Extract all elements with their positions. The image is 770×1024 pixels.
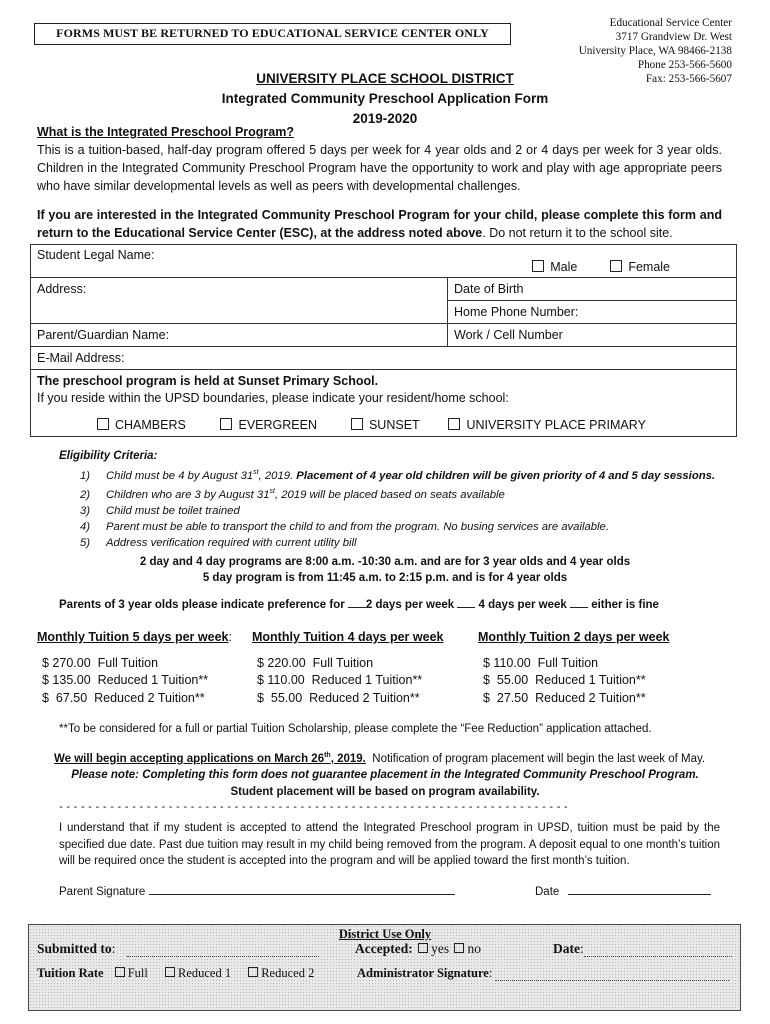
submitted-to-label: Submitted to <box>37 941 112 956</box>
item-text-b: , 2019. <box>258 469 297 482</box>
home-phone-label: Home Phone Number: <box>454 305 579 319</box>
eligibility-item <box>80 484 715 503</box>
accepted-no-checkbox[interactable] <box>454 943 464 953</box>
item-sup: st <box>269 487 275 495</box>
please-note: Please note: Completing this form does not guarantee placement in the Integrated Community Preschool Program. <box>71 769 699 781</box>
admin-signature-label: Administrator Signature <box>357 966 489 980</box>
school-option-sunset[interactable] <box>351 417 445 434</box>
eligibility-list <box>80 465 715 551</box>
item-number: 3) <box>80 504 91 517</box>
esc-fax: Fax: 253-566-5607 <box>645 73 732 85</box>
submitted-to-field[interactable] <box>127 944 319 957</box>
notification-text: Notification of program placement will begin the last week of May. <box>365 752 706 765</box>
acceptance-note <box>54 752 705 765</box>
instruction-part-a: If you are interested in the Integrated Community Preschool Program for your child, please complete this form and return to the Educational Service Center (ESC), at the address noted above <box>37 208 722 240</box>
accepted-yes-label: yes <box>431 941 450 956</box>
schedule-line-1: 2 day and 4 day programs are 8:00 a.m. -10:30 a.m. and are for 3 year olds and 4 year olds <box>139 556 631 568</box>
chambers-label: CHAMBERS <box>115 418 186 432</box>
dob-cell[interactable] <box>448 278 737 301</box>
pref-4day-blank[interactable] <box>457 596 475 608</box>
pref-4day-label: 4 days per week <box>478 599 567 611</box>
item-number: 2) <box>80 488 91 501</box>
accept-date-b: , 2019. <box>330 752 366 765</box>
tuition-5day-full: $ 270.00 Full Tuition <box>42 655 159 670</box>
home-phone-cell[interactable] <box>448 301 737 324</box>
schedule-line-2: 5 day program is from 11:45 a.m. to 2:15 p.m. and is for 4 year olds <box>202 572 568 584</box>
admin-signature-row <box>357 966 729 981</box>
district-date-row <box>553 941 732 957</box>
item-text: Child must be toilet trained <box>106 504 240 517</box>
return-notice: FORMS MUST BE RETURNED TO EDUCATIONAL SERVICE CENTER ONLY <box>34 23 511 45</box>
pref-2day-blank[interactable] <box>348 596 366 608</box>
student-name-label: Student Legal Name: <box>37 248 155 262</box>
submitted-to-colon: : <box>111 941 116 956</box>
tuition-5day-heading: Monthly Tuition 5 days per week <box>37 630 229 644</box>
female-checkbox[interactable] <box>610 260 622 272</box>
tuition-agreement: I understand that if my student is accepted to attend the Integrated Preschool program in UPSD, tuition must be paid by the specified due date. Past due tuition may result in my child being removed from the program. A deposit equal to one month’s tuition will be required once the student is accepted into the program and will be applied toward the first month’s tuition. <box>59 822 720 867</box>
dob-label: Date of Birth <box>454 282 524 296</box>
accept-date-a: We will begin accepting applications on March 26 <box>54 752 325 765</box>
item-text: Children who are 3 by August 31 <box>106 488 270 501</box>
parent-date-label: Date <box>535 886 560 898</box>
sunset-label: SUNSET <box>368 418 420 432</box>
program-heading: What is the Integrated Preschool Program? <box>37 125 294 139</box>
student-name-cell[interactable] <box>31 245 737 278</box>
accepted-row <box>355 941 481 957</box>
item-sup: st <box>253 469 259 476</box>
parent-signature-line[interactable] <box>149 884 455 895</box>
pref-either-label: either is fine <box>591 599 659 611</box>
parent-name-cell[interactable] <box>31 324 448 347</box>
eligibility-item <box>80 503 715 519</box>
parent-name-label: Parent/Guardian Name: <box>37 328 170 342</box>
rate-reduced1-checkbox[interactable] <box>165 967 175 977</box>
item-number: 1) <box>80 469 91 482</box>
parent-date-line[interactable] <box>568 884 711 895</box>
esc-name: Educational Service Center <box>609 17 732 29</box>
tuition-2day-heading: Monthly Tuition 2 days per week <box>478 630 670 644</box>
tuition-5day-reduced1: $ 135.00 Reduced 1 Tuition** <box>42 673 209 687</box>
district-date-colon: : <box>580 941 584 956</box>
email-cell[interactable] <box>31 347 737 370</box>
rate-reduced1-label: Reduced 1 <box>177 966 232 980</box>
parent-signature-row <box>59 884 455 898</box>
upp-checkbox[interactable] <box>448 418 460 430</box>
chambers-checkbox[interactable] <box>97 418 109 430</box>
preference-line <box>59 596 659 611</box>
school-option-evergreen[interactable] <box>220 417 347 434</box>
accepted-yes-checkbox[interactable] <box>418 943 428 953</box>
admin-signature-colon: : <box>488 966 493 980</box>
sunset-checkbox[interactable] <box>351 418 363 430</box>
rate-reduced1-option[interactable] <box>163 966 231 980</box>
eligibility-item <box>80 465 715 484</box>
tuition-4day <box>252 629 443 707</box>
esc-street: 3717 Grandview Dr. West <box>615 31 732 43</box>
tuition-2day <box>478 629 669 707</box>
eligibility-item <box>80 535 715 551</box>
upp-label: UNIVERSITY PLACE PRIMARY <box>466 418 646 432</box>
gender-options <box>532 248 730 274</box>
email-label: E-Mail Address: <box>37 351 125 365</box>
district-use-title: District Use Only <box>338 927 432 941</box>
male-option[interactable] <box>532 260 577 274</box>
tuition-5day-reduced2: $ 67.50 Reduced 2 Tuition** <box>42 690 205 705</box>
school-cell <box>31 370 737 437</box>
rate-reduced2-option[interactable] <box>246 966 314 980</box>
boundary-prompt: If you reside within the UPSD boundaries, please indicate your resident/home school: <box>37 391 509 405</box>
dash-separator: - - - - - - - - - - - - - - - - - - - - - - - - - - - - - - - - - - - - - - - - - - - - - - - - - - - - - - - - - - - - - - - - - - - - - - <box>59 801 568 813</box>
work-phone-label: Work / Cell Number <box>454 328 563 342</box>
tuition-4day-reduced1: $ 110.00 Reduced 1 Tuition** <box>257 673 423 687</box>
placement-note: Student placement will be based on program availability. <box>230 786 540 798</box>
evergreen-checkbox[interactable] <box>220 418 232 430</box>
program-description: This is a tuition-based, half-day program offered 5 days per week for 4 year olds and 2 or 4 days per week for 3 year olds. Children in the Integrated Community Preschool Program have the opportunity to work and play with age appropriate peers who have similar developmental levels as well as peers with developmental challenges. <box>37 143 722 193</box>
school-option-chambers[interactable] <box>97 417 217 434</box>
tuition-4day-reduced2: $ 55.00 Reduced 2 Tuition** <box>257 690 420 705</box>
item-number: 4) <box>80 520 91 533</box>
female-label: Female <box>628 260 670 274</box>
evergreen-label: EVERGREEN <box>238 418 317 432</box>
accept-sup: th <box>324 752 331 759</box>
tuition-5day <box>37 629 232 707</box>
district-title: UNIVERSITY PLACE SCHOOL DISTRICT <box>256 71 514 86</box>
parent-signature-label: Parent Signature <box>59 886 146 898</box>
esc-city: University Place, WA 98466-2138 <box>578 45 732 57</box>
male-label: Male <box>550 260 578 274</box>
eligibility-item <box>80 519 715 535</box>
preference-prompt: Parents of 3 year olds please indicate preference for <box>59 599 345 611</box>
item-text: Child must be 4 by August 31 <box>106 469 254 482</box>
return-instruction <box>37 206 722 242</box>
application-form <box>30 244 737 437</box>
submitted-to-row <box>37 941 319 957</box>
item-bold: Placement of 4 year old children will be given priority of 4 and 5 day sessions. <box>296 469 716 482</box>
form-titles <box>0 69 770 129</box>
school-option-upp[interactable] <box>448 418 645 432</box>
rate-full-label: Full <box>127 966 148 980</box>
female-option[interactable] <box>610 260 670 274</box>
pref-2day-label: 2 days per week <box>365 599 455 611</box>
tuition-4day-full: $ 220.00 Full Tuition <box>257 655 374 670</box>
school-options <box>37 417 730 434</box>
tuition-2day-full: $ 110.00 Full Tuition <box>483 655 599 670</box>
item-text: Address verification required with current utility bill <box>106 536 357 549</box>
tuition-2day-reduced2: $ 27.50 Reduced 2 Tuition** <box>483 690 646 705</box>
male-checkbox[interactable] <box>532 260 544 272</box>
address-label: Address: <box>37 282 87 296</box>
pref-either-blank[interactable] <box>570 596 588 608</box>
parent-date-row <box>535 884 711 898</box>
tuition-rate-label: Tuition Rate <box>37 966 104 980</box>
accepted-no-label: no <box>467 941 481 956</box>
form-title: Integrated Community Preschool Application Form <box>221 91 549 106</box>
school-year: 2019-2020 <box>352 111 418 126</box>
item-text-b: , 2019 will be placed based on seats available <box>274 488 505 501</box>
accepted-label: Accepted: <box>355 941 413 956</box>
esc-phone: Phone 253-566-5600 <box>637 59 732 71</box>
district-date-label: Date <box>553 941 580 956</box>
rate-reduced2-label: Reduced 2 <box>261 966 315 980</box>
rate-reduced2-checkbox[interactable] <box>248 967 258 977</box>
work-phone-cell[interactable] <box>448 324 737 347</box>
tuition-4day-heading: Monthly Tuition 4 days per week <box>252 630 444 644</box>
item-number: 5) <box>80 536 91 549</box>
scholarship-note: **To be considered for a full or partial Tuition Scholarship, please complete the “Fee Reduction” application attached. <box>59 723 652 735</box>
tuition-rate-row <box>37 966 314 981</box>
eligibility-heading: Eligibility Criteria: <box>59 450 158 462</box>
district-date-field[interactable] <box>584 944 732 957</box>
rate-full-checkbox[interactable] <box>115 967 125 977</box>
instruction-part-b: . Do not return it to the school site. <box>482 226 673 240</box>
admin-signature-field[interactable] <box>495 968 729 981</box>
address-cell[interactable] <box>31 278 448 324</box>
item-text: Parent must be able to transport the child to and from the program. No busing services are available. <box>106 520 609 533</box>
rate-full-option[interactable] <box>113 966 148 980</box>
program-location: The preschool program is held at Sunset Primary School. <box>37 374 379 388</box>
tuition-5day-colon: : <box>228 630 232 644</box>
tuition-2day-reduced1: $ 55.00 Reduced 1 Tuition** <box>483 673 646 687</box>
